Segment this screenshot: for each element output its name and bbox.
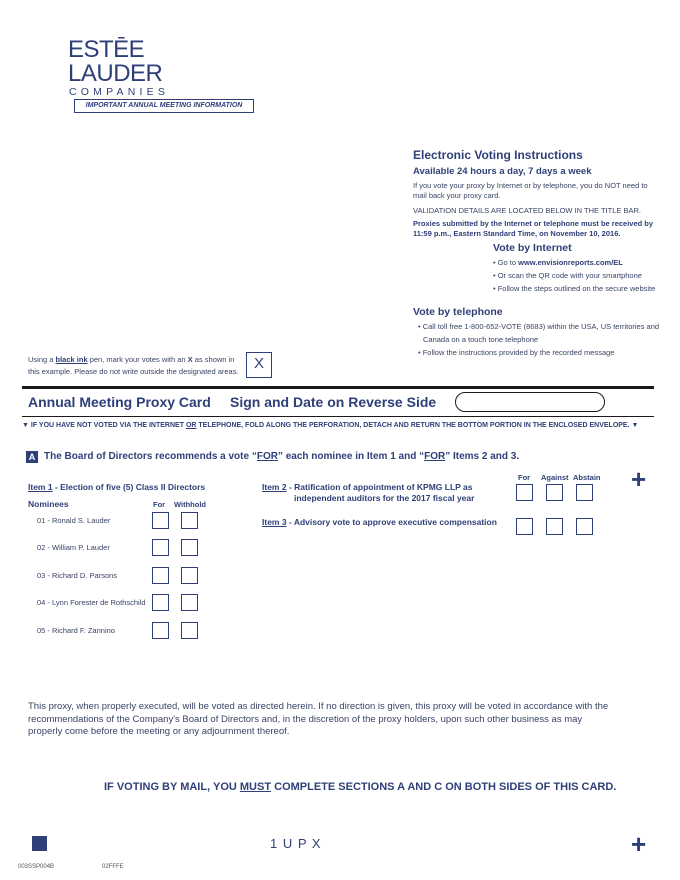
col-for-label: For [153,500,166,509]
item-3-abstain-checkbox[interactable] [576,518,593,535]
item-2-heading: Item 2 - Ratification of appointment of KPMG LLP as [262,482,473,492]
item-2-against-checkbox[interactable] [546,484,563,501]
internet-bullet-3: • Follow the steps outlined on the secure website [493,284,656,293]
registration-plus-top: + [631,464,647,494]
card-code: 1 U P X [270,836,322,851]
important-label: IMPORTANT ANNUAL MEETING INFORMATION [74,99,254,113]
mail-notice: IF VOTING BY MAIL, YOU MUST COMPLETE SECTIONS A AND C ON BOTH SIDES OF THIS CARD. [104,781,617,793]
nominee-2-for-checkbox[interactable] [152,539,169,556]
col-withhold-label: Withhold [174,500,207,509]
item-3-for-checkbox[interactable] [516,518,533,535]
section-a-badge: A [26,451,38,463]
electronic-para-3: Proxies submitted by the Internet or telephone must be received by 11:59 p.m., Eastern Standard Time, on November 10, 2016. [413,219,654,238]
phone-bullet-1b: Canada on a touch tone telephone [423,335,539,344]
nominee-5-name: 05 - Richard F. Zannino [37,626,115,635]
title-bar-top-rule [22,386,654,389]
nominee-5-withhold-checkbox[interactable] [181,622,198,639]
electronic-para-1: If you vote your proxy by Internet or by telephone, you do NOT need to mail back your proxy card. [413,181,648,200]
marking-instructions-2: this example. Please do not write outside the designated areas. [28,367,239,376]
item-2-heading-line-2: independent auditors for the 2017 fiscal year [294,493,475,503]
registration-square [32,836,47,851]
nominee-4-withhold-checkbox[interactable] [181,594,198,611]
registration-plus-bottom: + [631,829,647,859]
items-col-abstain-label: Abstain [573,473,601,482]
validation-details-box [455,392,605,412]
phone-bullet-1: • Call toll free 1-800-652-VOTE (8683) within the USA, US territories and [418,322,660,331]
internet-bullet-1: • Go to www.envisionreports.com/EL [493,258,623,267]
nominee-3-name: 03 - Richard D. Parsons [37,571,118,580]
nominee-1-name: 01 - Ronald S. Lauder [37,516,111,525]
nominee-5-for-checkbox[interactable] [152,622,169,639]
title-bar-bottom-rule [22,416,654,417]
right-form-code: 02FFFE [102,864,124,870]
electronic-para-2: VALIDATION DETAILS ARE LOCATED BELOW IN THE TITLE BAR. [413,206,641,215]
nominee-2-name: 02 - William P. Lauder [37,543,110,552]
nominee-3-for-checkbox[interactable] [152,567,169,584]
item-3-heading: Item 3 - Advisory vote to approve executive compensation [262,517,497,527]
logo-line-2: LAUDER [68,60,163,87]
items-col-for-label: For [518,473,531,482]
item-1-heading: Item 1 - Election of five (5) Class II Directors [28,482,206,492]
phone-bullet-2: • Follow the instructions provided by the recorded message [418,348,615,357]
nominee-1-withhold-checkbox[interactable] [181,512,198,529]
item-3-against-checkbox[interactable] [546,518,563,535]
envision-link[interactable]: www.envisionreports.com/EL [518,258,623,267]
proxy-card-title: Annual Meeting Proxy Card [28,394,211,410]
nominee-4-for-checkbox[interactable] [152,594,169,611]
marking-instructions-1: Using a black ink pen, mark your votes with an X as shown in [28,355,235,364]
electronic-voting-title: Electronic Voting Instructions [413,148,583,162]
nominee-1-for-checkbox[interactable] [152,512,169,529]
example-mark-box: X [246,352,272,378]
nominee-2-withhold-checkbox[interactable] [181,539,198,556]
nominees-header: Nominees [28,499,69,509]
section-a-heading: The Board of Directors recommends a vote “FOR” each nominee in Item 1 and “FOR” Items 2 and 3. [44,451,520,462]
fold-notice: ▼ IF YOU HAVE NOT VOTED VIA THE INTERNET OR TELEPHONE, FOLD ALONG THE PERFORATION, DETACH AND RETURN THE BOTTOM PORTION IN THE ENCLOSED ENVELOPE. ▼ [22,422,639,429]
internet-bullet-2: • Or scan the QR code with your smartphone [493,271,642,280]
electronic-voting-subtitle: Available 24 hours a day, 7 days a week [413,166,592,177]
vote-phone-title: Vote by telephone [413,306,503,318]
nominee-3-withhold-checkbox[interactable] [181,567,198,584]
left-form-code: 003SSP004B [18,864,55,870]
logo-line-3: COMPANIES [69,86,170,98]
items-col-against-label: Against [541,473,569,482]
sign-date-title: Sign and Date on Reverse Side [230,394,437,410]
item-2-for-checkbox[interactable] [516,484,533,501]
nominee-4-name: 04 - Lynn Forester de Rothschild [37,598,146,607]
item-2-abstain-checkbox[interactable] [576,484,593,501]
vote-internet-title: Vote by Internet [493,242,572,254]
proxy-statement: This proxy, when properly executed, will be voted as directed herein. If no direction is given, this proxy will be voted in accordance with the recommendations of the Company's Board of Directors and, in the discretion of the proxy holders, upon such other business as may properly come before the meeting or any adjournment thereof. [28,701,609,737]
logo-line-1: ESTĒE [68,36,145,63]
